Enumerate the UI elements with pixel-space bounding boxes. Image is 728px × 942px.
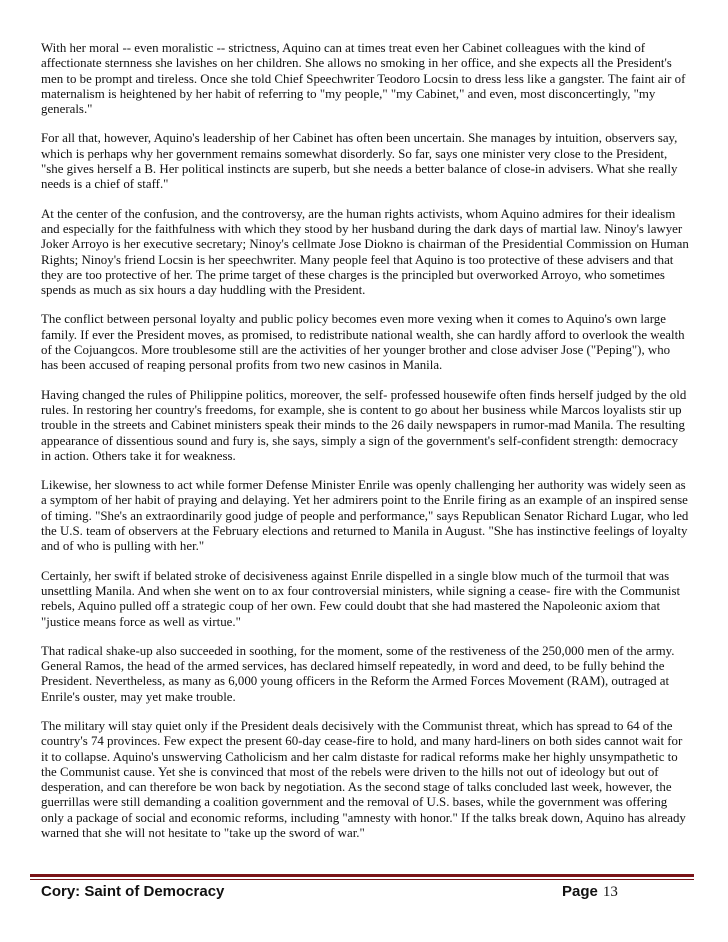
paragraph-3: At the center of the confusion, and the controversy, are the human rights activists, whom Aquino admires for their idealism and especially for the faithfulness with which they stood by her husband during the dark days of martial law. Ninoy's lawyer Joker Arroyo is her executive secretary; Ninoy's cellmate Jose Diokno is chairman of the Presidential Commission on Human Rights; Ninoy's friend Locsin is her speechwriter. Many people feel that Aquino is too protective of these advisers and that they are too protective of her. The prime target of these charges is the principled but overworked Arroyo, who sometimes spends as much as six hours a day huddling with the President. bbox=[41, 206, 689, 298]
paragraph-6: Likewise, her slowness to act while former Defense Minister Enrile was openly challenging her authority was widely seen as a symptom of her habit of praying and delaying. Yet her admirers point to the Enrile firing as an example of an inspired sense of timing. "She's an extraordinarily good judge of people and performance," says Republican Senator Richard Lugar, who led the U.S. team of observers at the February elections and returned to Manila in August. "She has instinctive feelings of loyalty and of who is pulling with her." bbox=[41, 478, 689, 554]
paragraph-9: The military will stay quiet only if the President deals decisively with the Communist threat, which has spread to 64 of the country's 74 provinces. Few expect the present 60-day cease-fire to hold, and many hard-liners on both sides cannot wait for it to collapse. Aquino's unswerving Catholicism and her calm distaste for radical reforms make her highly unsympathetic to the Communist cause. Yet she is convinced that most of the rebels were driven to the hills not out of ideology but out of desperation, and can therefore be won back by negotiation. As the second stage of talks concluded last week, however, the guerrillas were still demanding a coalition government and the removal of U.S. bases, while the government was offering only a package of social and economic reforms, including "amnesty with honor." If the talks break down, Aquino has already warned that she will not hesitate to "take up the sword of war." bbox=[41, 718, 686, 841]
article-body bbox=[41, 41, 689, 855]
paragraph-7: Certainly, her swift if belated stroke of decisiveness against Enrile dispelled in a single blow much of the turmoil that was unsettling Manila. And when she went on to ax four controversial ministers, while signing a cease- fire with the Communist rebels, Aquino pulled off a strategic coup of her own. Few could doubt that she had mastered the Napoleonic axiom that "justice means force as well as virtue." bbox=[41, 568, 681, 629]
footer-title: Cory: Saint of Democracy bbox=[41, 883, 225, 900]
paragraph-8: That radical shake-up also succeeded in soothing, for the moment, some of the restiveness of the 250,000 men of the army. General Ramos, the head of the armed services, has declared himself repeatedly, in word and deed, to be fully behind the President. Nevertheless, as many as 6,000 young officers in the Reform the Armed Forces Movement (RAM), outraged at Enrile's ouster, may yet make trouble. bbox=[41, 643, 675, 704]
paragraph-4: The conflict between personal loyalty and public policy becomes even more vexing when it comes to Aquino's own large family. If ever the President moves, as promised, to redistribute national wealth, she can hardly afford to overlook the wealth of the Cojuangcos. More troublesome still are the activities of her younger brother and close adviser Jose ("Peping"), who has been accused of reaping personal profits from two new casinos in Manila. bbox=[41, 312, 685, 373]
page-label: Page bbox=[562, 883, 598, 900]
page-number: 13 bbox=[602, 884, 618, 900]
paragraph-2: For all that, however, Aquino's leadership of her Cabinet has often been uncertain. She manages by intuition, observers say, which is perhaps why her government remains somewhat disorderly. So far, says one minister very close to the President, "she gives herself a B. Her political instincts are superb, but she needs a better balance of close-in advisers. What she really needs is a chief of staff." bbox=[41, 131, 678, 192]
paragraph-1: With her moral -- even moralistic -- strictness, Aquino can at times treat even her Cabinet colleagues with the kind of affectionate sternness she lavishes on her children. She allows no smoking in her office, and she expects all the President's men to be prompt and tireless. Once she told Chief Speechwriter Teodoro Locsin to dress less like a gangster. The faint air of maternalism is heightened by her habit of referring to "my people," "my Cabinet," and even, most disconcertingly, "my generals." bbox=[41, 41, 686, 117]
page-footer bbox=[41, 883, 689, 903]
paragraph-5: Having changed the rules of Philippine politics, moreover, the self- professed housewife often finds herself judged by the old rules. In restoring her country's freedoms, for example, she is content to go about her business while Marcos loyalists stir up trouble in the streets and Cabinet ministers speak their minds to the 26 daily newspapers in rumor-mad Manila. The resulting appearance of dissentious sound and fury is, she says, simply a sign of the government's self-confident strength: democracy in action. Others take it for weakness. bbox=[41, 387, 687, 463]
footer-rule-thick bbox=[30, 874, 694, 877]
page-indicator bbox=[562, 883, 618, 901]
footer-rule-thin bbox=[30, 879, 694, 880]
